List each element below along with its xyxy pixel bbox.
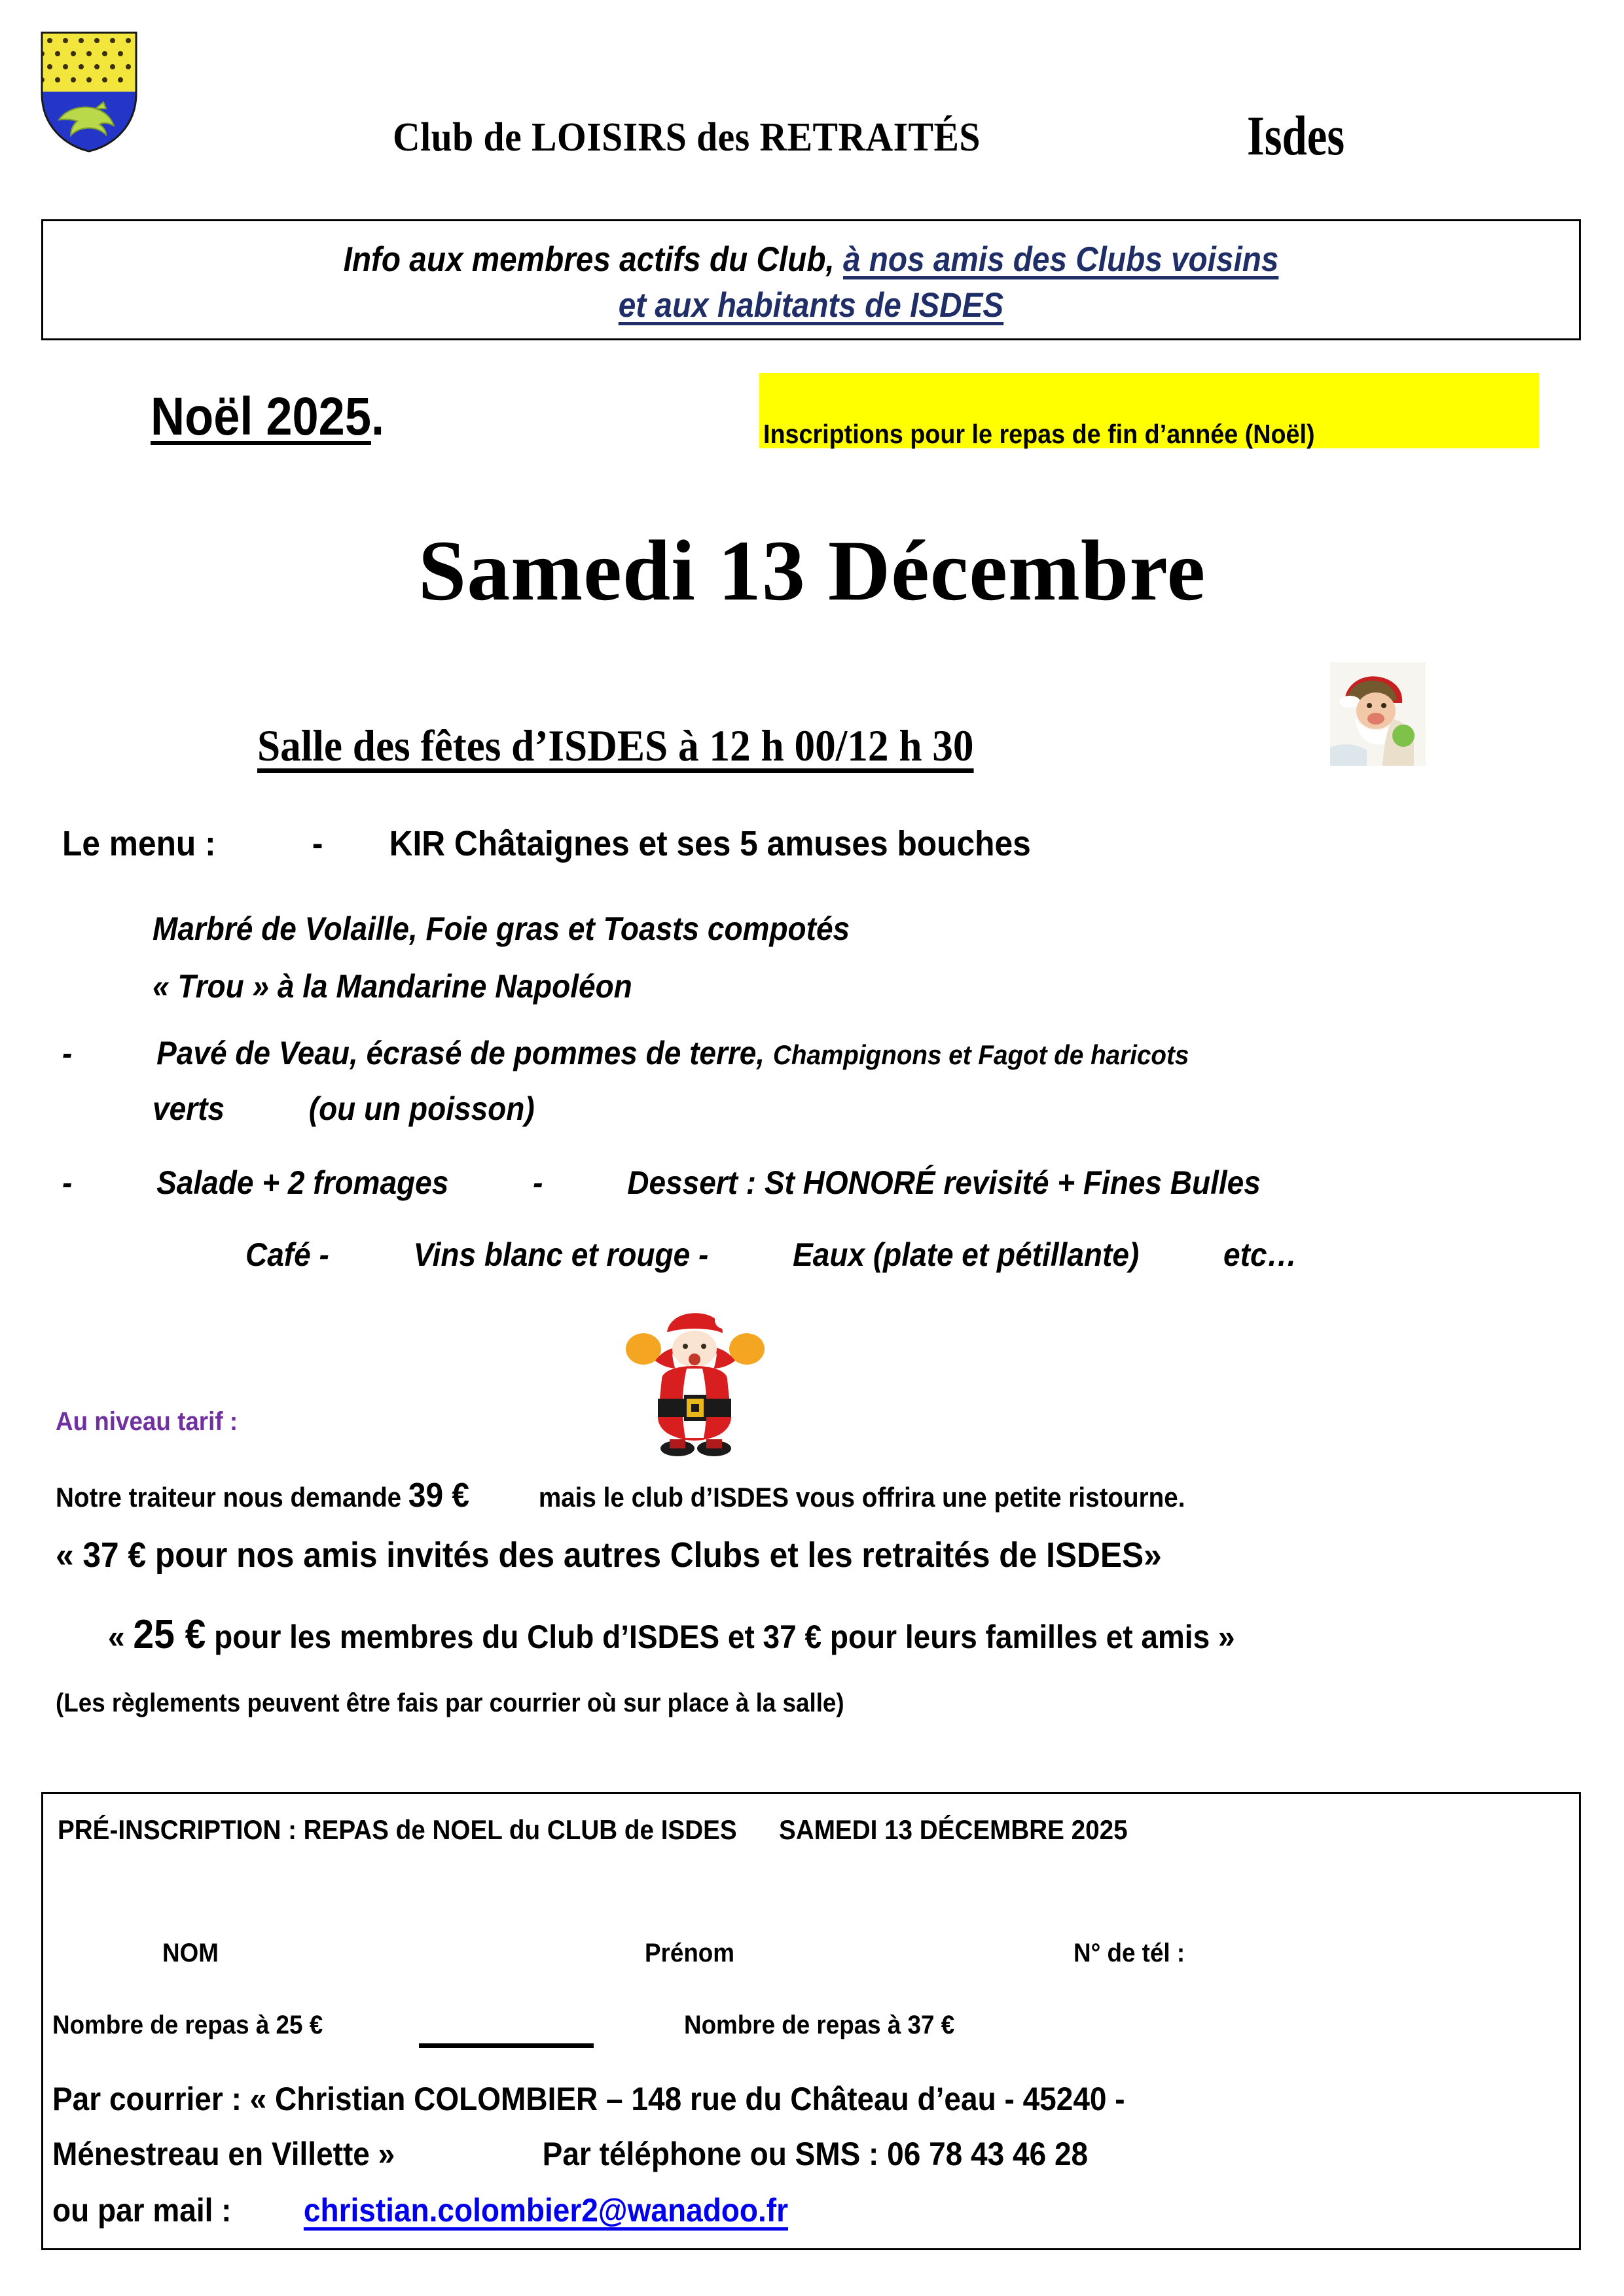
form-nom-label[interactable]: NOM — [162, 1939, 219, 1967]
contact-mail-line-2 — [52, 2135, 1088, 2173]
tarif-line-1 — [56, 1476, 1185, 1515]
menu-item-5-a: verts — [153, 1090, 225, 1127]
form-title — [58, 1814, 1128, 1846]
tarif-line-1-b: mais le club d’ISDES vous offrira une petite ristourne. — [538, 1482, 1185, 1513]
contact-mail-line-3 — [52, 2191, 788, 2229]
menu-item-2: Marbré de Volaille, Foie gras et Toasts compotés — [153, 910, 850, 947]
form-title-a: PRÉ-INSCRIPTION : REPAS de NOEL du CLUB de ISDES — [58, 1814, 737, 1845]
town-title: Isdes — [1247, 104, 1345, 167]
menu-item-3-bold: « Trou » — [153, 968, 270, 1005]
info-line-1-navy: à nos amis des Clubs voisins — [842, 240, 1279, 279]
menu-item-2-row — [153, 910, 850, 948]
contact-email-label: ou par mail : — [52, 2192, 232, 2229]
form-repas-37-label[interactable]: Nombre de repas à 37 € — [684, 2011, 955, 2039]
menu-heading — [62, 823, 1031, 864]
tarif-line-2: « 37 € pour nos amis invités des autres Clubs et les retraités de ISDES» — [56, 1535, 1162, 1575]
tarif-price-traiteur: 39 € — [408, 1477, 470, 1515]
form-prenom-label[interactable]: Prénom — [645, 1939, 735, 1967]
tarif-line-3-rest: pour les membres du Club d’ISDES et 37 € pour leurs familles et amis » — [206, 1619, 1235, 1655]
menu-item-7-row — [245, 1236, 1297, 1274]
venue-line: Salle des fêtes d’ISDES à 12 h 00/12 h 30 — [257, 721, 974, 770]
menu-item-6-b: Dessert : St HONORÉ revisité + Fines Bulles — [627, 1164, 1261, 1201]
menu-bullet-2: - — [62, 1035, 73, 1071]
menu-item-3-rest: à la Mandarine Napoléon — [269, 968, 632, 1005]
menu-item-5-row — [153, 1090, 535, 1128]
menu-heading-label: Le menu : — [62, 824, 216, 863]
menu-item-6-row — [62, 1164, 1261, 1202]
menu-item-6-a: Salade + 2 fromages — [156, 1164, 449, 1201]
menu-item-4-small: Champignons et Fagot de haricots — [772, 1039, 1189, 1070]
contact-address-end: Ménestreau en Villette » — [52, 2136, 395, 2172]
santa-claus-icon — [624, 1306, 767, 1456]
highlight-banner-text: Inscriptions pour le repas de fin d’année (Noël) — [763, 419, 1315, 449]
menu-bullet-3: - — [62, 1164, 73, 1201]
tarif-line-3 — [108, 1611, 1235, 1658]
tarif-line-1-a: Notre traiteur nous demande — [56, 1482, 408, 1513]
noel-heading-period: . — [370, 387, 385, 446]
noel-heading — [151, 386, 384, 448]
menu-item-7-d: etc… — [1223, 1236, 1297, 1273]
tarif-heading: Au niveau tarif : — [56, 1407, 238, 1436]
menu-item-5-b: (ou un poisson) — [308, 1090, 535, 1127]
santa-photo-icon — [1330, 662, 1426, 766]
menu-item-7-b: Vins blanc et rouge - — [413, 1236, 709, 1273]
info-line-2 — [120, 287, 1502, 325]
info-line-2-navy: et aux habitants de ISDES — [618, 286, 1004, 325]
menu-item-4-main: Pavé de Veau, écrasé de pommes de terre, — [156, 1035, 765, 1071]
club-title: Club de LOISIRS des RETRAITÉS — [393, 115, 981, 160]
menu-item-7-c: Eaux (plate et pétillante) — [793, 1236, 1140, 1273]
event-date-heading: Samedi 13 Décembre — [418, 522, 1206, 619]
info-box — [41, 219, 1581, 340]
info-line-1 — [120, 241, 1502, 279]
form-repas-25-blank[interactable] — [419, 2043, 594, 2048]
form-repas-25-label[interactable]: Nombre de repas à 25 € — [52, 2011, 323, 2039]
noel-heading-text: Noël 2025 — [151, 387, 371, 446]
contact-mail-line-1: Par courrier : « Christian COLOMBIER – 148 rue du Château d’eau - 45240 - — [52, 2081, 1125, 2117]
contact-phone: Par téléphone ou SMS : 06 78 43 46 28 — [542, 2136, 1089, 2172]
tarif-note: (Les règlements peuvent être fais par courrier où sur place à la salle) — [56, 1689, 844, 1717]
menu-bullet-1: - — [312, 824, 323, 863]
form-tel-label[interactable]: N° de tél : — [1074, 1939, 1185, 1967]
coat-of-arms-icon — [41, 31, 137, 152]
form-title-b: SAMEDI 13 DÉCEMBRE 2025 — [779, 1814, 1128, 1845]
contact-email-link[interactable]: christian.colombier2@wanadoo.fr — [303, 2192, 788, 2229]
menu-item-3-row — [153, 967, 632, 1005]
tarif-price-members: 25 € — [133, 1612, 206, 1657]
menu-item-1: KIR Châtaignes et ses 5 amuses bouches — [389, 824, 1031, 863]
page-header — [0, 0, 1624, 196]
menu-item-6-dash: - — [533, 1164, 543, 1201]
info-line-1-black: Info aux membres actifs du Club, — [343, 240, 835, 279]
menu-item-4-row — [62, 1034, 1189, 1072]
menu-item-7-a: Café - — [245, 1236, 329, 1273]
tarif-line-3-open: « — [108, 1619, 134, 1655]
